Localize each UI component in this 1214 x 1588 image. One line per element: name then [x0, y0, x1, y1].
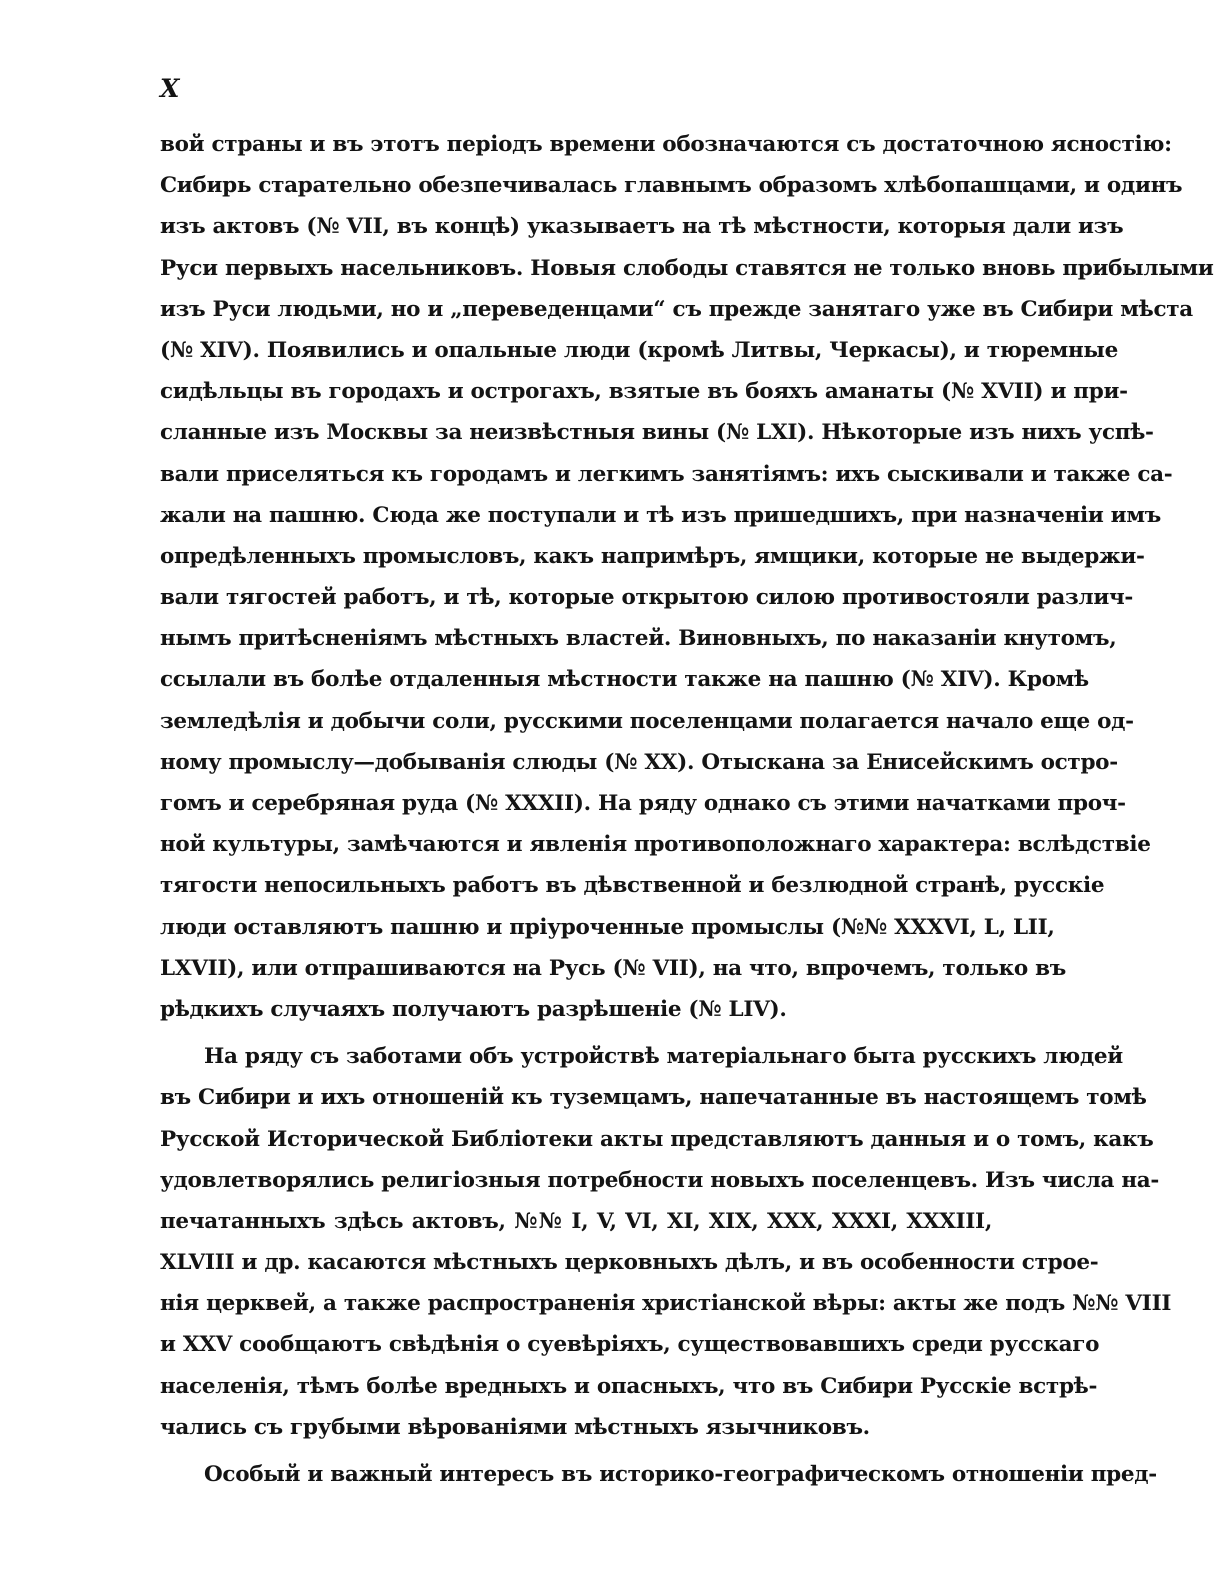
- text-line: гомъ и серебряная руда (№ XXXII). На ряду однако съ этими начатками проч-: [160, 791, 1126, 816]
- text-line: люди оставляютъ пашню и пріуроченные промыслы (№№ XXXVI, L, LII,: [160, 914, 1055, 940]
- page-number: X: [160, 74, 180, 103]
- text-line: нымъ притѣсненіямъ мѣстныхъ властей. Виновныхъ, по наказаніи кнутомъ,: [160, 626, 1117, 652]
- text-line: опредѣленныхъ промысловъ, какъ напримѣръ, ямщики, которые не выдержи-: [160, 543, 1145, 569]
- text-line: ссылали въ болѣе отдаленныя мѣстности также на пашню (№ XIV). Кромѣ: [160, 667, 1089, 693]
- text-line: жали на пашню. Сюда же поступали и тѣ изъ пришедшихъ, при назначеніи имъ: [160, 502, 1161, 528]
- text-line: чались съ грубыми вѣрованіями мѣстныхъ язычниковъ.: [160, 1414, 870, 1440]
- paragraph-1: [160, 124, 1214, 1030]
- text-line: ному промыслу—добыванія слюды (№ XX). Отыскана за Енисейскимъ остро-: [160, 749, 1118, 775]
- text-line: рѣдкихъ случаяхъ получаютъ разрѣшеніе (№ LIV).: [160, 996, 787, 1022]
- text-line: удовлетворялись религіозныя потребности новыхъ поселенцевъ. Изъ числа на-: [160, 1167, 1160, 1193]
- text-line: земледѣлія и добычи соли, русскими поселенцами полагается начало еще од-: [160, 708, 1134, 734]
- paragraph-2: [160, 1036, 1172, 1448]
- text-line: нія церквей, а также распространенія христіанской вѣры: акты же подъ №№ VIII: [160, 1291, 1172, 1317]
- text-line: изъ Руси людьми, но и „переведенцами“ съ прежде занятаго уже въ Сибири мѣста: [160, 296, 1193, 322]
- text-line: сидѣльцы въ городахъ и острогахъ, взятые въ бояхъ аманаты (№ XVII) и при-: [160, 379, 1128, 405]
- text-line: сланные изъ Москвы за неизвѣстныя вины (№ LXI). Нѣкоторые изъ нихъ успѣ-: [160, 420, 1154, 446]
- text-line: XLVIII и др. касаются мѣстныхъ церковныхъ дѣлъ, и въ особенности строе-: [160, 1250, 1099, 1276]
- text-line: и XXV сообщаютъ свѣдѣнія о суевѣріяхъ, существовавшихъ среди русскаго: [160, 1332, 1100, 1358]
- text-line: населенія, тѣмъ болѣе вредныхъ и опасныхъ, что въ Сибири Русскіе встрѣ-: [160, 1373, 1098, 1399]
- text-line: въ Сибири и ихъ отношеній къ туземцамъ, напечатанные въ настоящемъ томѣ: [160, 1085, 1147, 1111]
- text-line: вой страны и въ этотъ періодъ времени обозначаются съ достаточною ясностію:: [160, 132, 1172, 157]
- text-line: Русской Исторической Библіотеки акты представляютъ данныя и о томъ, какъ: [160, 1126, 1154, 1152]
- text-line: вали тягостей работъ, и тѣ, которые открытою силою противостояли различ-: [160, 585, 1134, 611]
- text-line: печатанныхъ здѣсь актовъ, №№ I, V, VI, XI, XIX, XXX, XXXI, XXXIII,: [160, 1208, 992, 1234]
- text-line: Особый и важный интересъ въ историко-географическомъ отношеніи пред-: [204, 1462, 1157, 1487]
- text-line: Руси первыхъ насельниковъ. Новыя слободы ставятся не только вновь прибылыми: [160, 255, 1214, 281]
- text-line: ной культуры, замѣчаются и явленія противоположнаго характера: вслѣдствіе: [160, 832, 1151, 858]
- text-line: вали приселяться къ городамъ и легкимъ занятіямъ: ихъ сыскивали и также са-: [160, 461, 1173, 487]
- paragraph-3: [160, 1454, 1157, 1495]
- text-line: LXVII), или отпрашиваются на Русь (№ VII), на что, впрочемъ, только въ: [160, 955, 1066, 981]
- text-line: изъ актовъ (№ VII, въ концѣ) указываетъ на тѣ мѣстности, которыя дали изъ: [160, 214, 1124, 240]
- text-line: (№ XIV). Появились и опальные люди (кромѣ Литвы, Черкасы), и тюремные: [160, 337, 1119, 363]
- body-text: [160, 124, 1214, 1495]
- text-line: На ряду съ заботами объ устройствѣ матеріальнаго быта русскихъ людей: [204, 1044, 1123, 1070]
- text-line: Сибирь старательно обезпечивалась главнымъ образомъ хлѣбопашцами, и одинъ: [160, 173, 1183, 199]
- text-line: тягости непосильныхъ работъ въ дѣвственной и безлюдной странѣ, русскіе: [160, 873, 1105, 899]
